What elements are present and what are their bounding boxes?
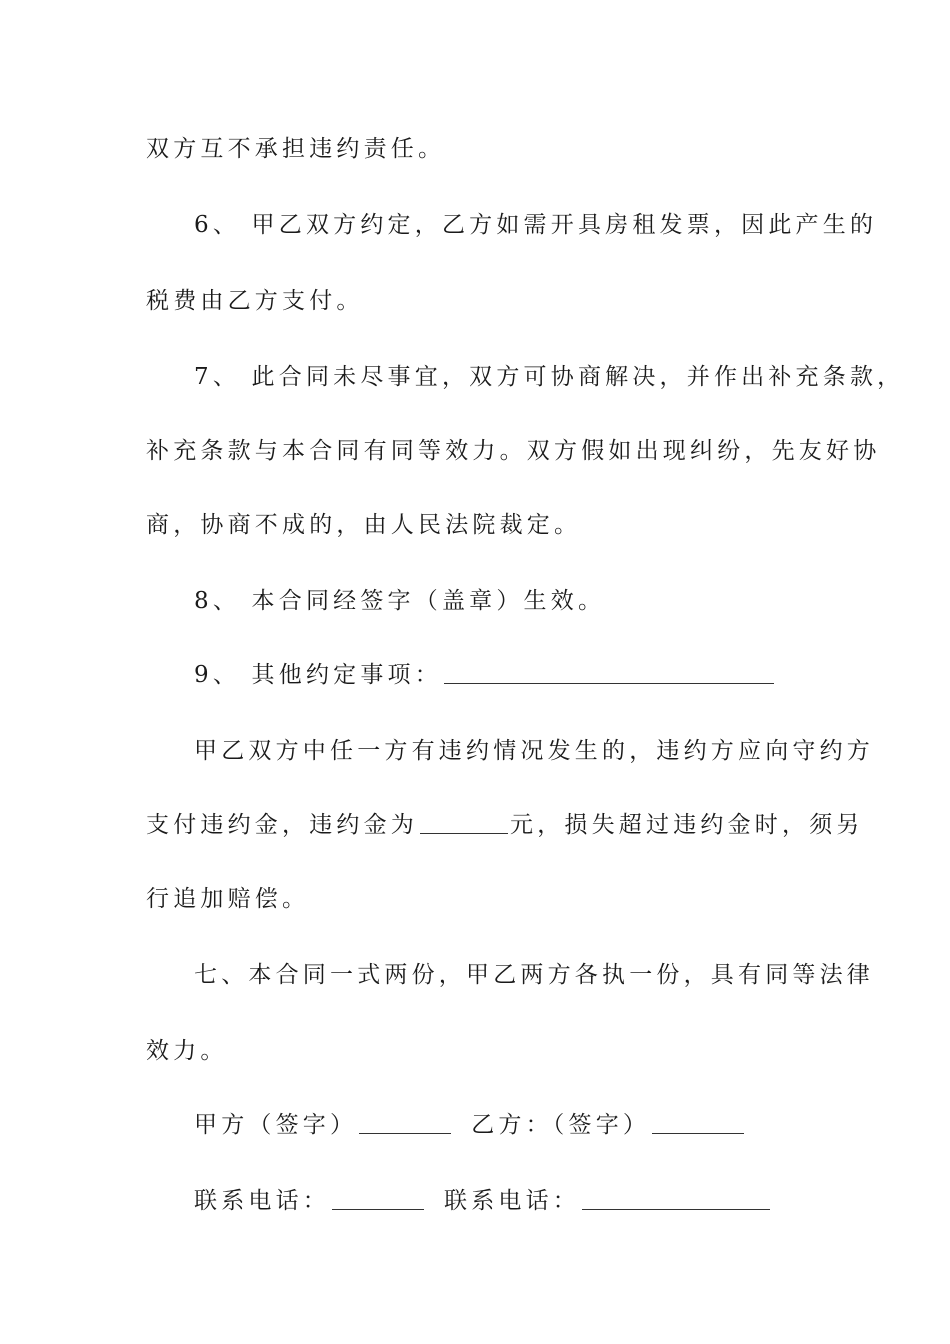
clause-9-label: 9、 其他约定事项： (194, 662, 442, 688)
party-a-signature-label: 甲方（签字） (194, 1112, 358, 1138)
other-terms-blank[interactable] (444, 682, 774, 684)
party-b-phone-label: 联系电话： (444, 1188, 580, 1214)
text-line-1: 双方互不承担违约责任。 (146, 136, 446, 162)
clause-7-line-2: 补充条款与本合同有同等效力。双方假如出现纠纷，先友好协 (146, 438, 881, 464)
signature-line (194, 1110, 864, 1140)
party-b-signature-blank[interactable] (652, 1132, 744, 1134)
penalty-text-a: 支付违约金，违约金为 (146, 812, 418, 838)
penalty-line-2 (146, 810, 864, 840)
clause-7-line-1: 7、 此合同未尽事宜，双方可协商解决，并作出补充条款， (194, 364, 905, 390)
copies-line-1: 七、本合同一式两份，甲乙两方各执一份，具有同等法律 (194, 962, 874, 988)
clause-6-line-1: 6、 甲乙双方约定，乙方如需开具房租发票，因此产生的 (194, 212, 878, 238)
clause-9-line (194, 660, 864, 690)
phone-line (194, 1186, 864, 1216)
clause-8-line: 8、 本合同经签字（盖章）生效。 (194, 588, 606, 614)
party-a-phone-blank[interactable] (332, 1208, 424, 1210)
clause-6-line-2: 税费由乙方支付。 (146, 288, 364, 314)
copies-line-2: 效力。 (146, 1038, 228, 1064)
party-a-signature-blank[interactable] (359, 1132, 451, 1134)
penalty-text-b: 元，损失超过违约金时，须另 (510, 812, 864, 838)
penalty-amount-blank[interactable] (420, 832, 508, 834)
clause-7-line-3: 商，协商不成的，由人民法院裁定。 (146, 512, 582, 538)
party-a-phone-label: 联系电话： (194, 1188, 330, 1214)
penalty-line-3: 行追加赔偿。 (146, 886, 310, 912)
penalty-line-1: 甲乙双方中任一方有违约情况发生的，违约方应向守约方 (194, 738, 874, 764)
party-b-phone-blank[interactable] (582, 1208, 770, 1210)
party-b-signature-label: 乙方：（签字） (471, 1112, 651, 1138)
